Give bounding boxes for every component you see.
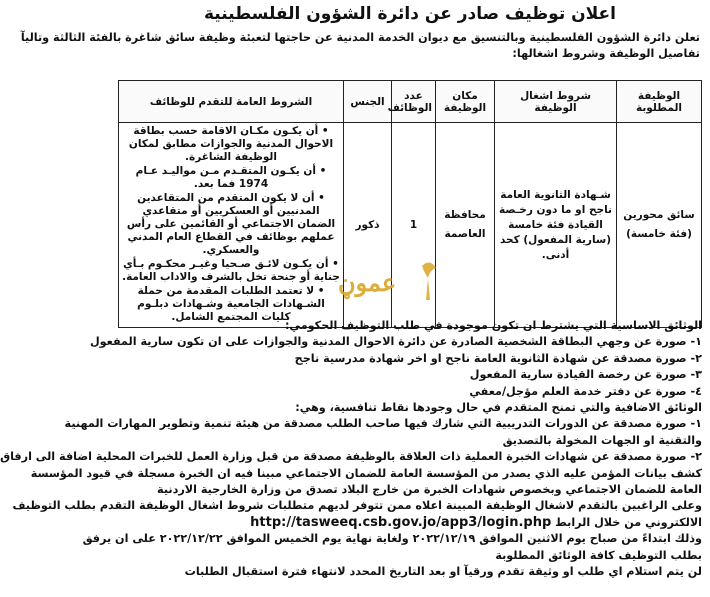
cell-requirements: شـهادة الثانوية العامة ناجح او ما دون رخـصة القيادة فئة خامسة (سارية المفعول) كحد أدنى. (495, 123, 617, 328)
cell-location: محافظة العاصمة (436, 123, 495, 328)
cell-gender: ذكور (344, 123, 392, 328)
body-line: الوثائق الاضافية والتي تمنح المتقدم في حال وجودها نقاط تنافسية، وهي: (295, 401, 702, 415)
condition-item: • أن يكـون مكـان الاقامة حسب بطاقة الاحوال المدنية والجوازات مطابق لمكان الوظيفة الشاغرة. (128, 125, 334, 163)
condition-item: • أن يكـون لائـق صـحيا وغيـر محكـوم بـأي جناية أو جنحة تخل بالشرف والاداب العامة. (122, 258, 340, 283)
condition-item: • أن لا يكون المتقدم من المتقاعدين المدنيين أو العسكريين أو متقاعدي الضمان الاجتماعي أو القائمين على رأس عملهم بوظائف في القطاع العام المدني والعسكري. (126, 192, 336, 256)
body-line: ١- صورة عن وجهي البطاقة الشخصية الصادرة عن دائرة الاحوال المدنية والجوازات على ان تكون سارية المفعول (89, 335, 702, 349)
link-label: الالكتروني من خلال الرابط (555, 515, 702, 529)
cell-job: سائق محورين (فئة خامسة) (617, 123, 702, 328)
body-line: وعلى الراغبين بالتقدم لاشغال الوظيفة المبينة اعلاه ممن تتوفر لديهم متطلبات شروط اشغال الوظيفة التقدم بطلب التوظيف (12, 499, 702, 513)
condition-item: • لا تعتمد الطلبات المقدمة من حملة الشـهادات الجامعية وشـهادات دبلـوم كليات المجتمع الشامل. (137, 285, 325, 323)
header-job: الوظيفة المطلوبة (617, 81, 702, 123)
body-line: ٣- صورة عن رخصة القيادة سارية المفعول (469, 368, 702, 382)
intro-line: تفاصيل الوظيفة وشروط اشغالها: (512, 47, 700, 60)
announcement-title: اعلان توظيف صادر عن دائرة الشؤون الفلسطينية (203, 4, 616, 24)
application-link[interactable]: http://tasweeq.csb.gov.jo/app3/login.php (250, 514, 552, 530)
header-requirements: شروط اشغال الوظيفة (495, 81, 617, 123)
body-line (116, 515, 702, 531)
body-line: وذلك ابتداءً من صباح يوم الاثنين الموافق ٢٠٢٢/١٢/١٩ ولغاية نهاية يوم الخميس الموافق ٢٠٢٢/١٢/٢٢ على ان يرفق (82, 532, 702, 546)
body-line: العامة للضمان الاجتماعي وبخصوص شهادات الخبرة من خارج البلاد تصدق من وزارة الخارجية الاردنية (157, 483, 702, 497)
intro-paragraph (20, 30, 700, 62)
header-location: مكان الوظيفة (436, 81, 495, 123)
body-line: ١- صورة مصدقة عن الدورات التدريبية التي شارك فيها صاحب الطلب مصدقة من هيئة تنمية وتطوير المهارات المهنية (64, 417, 702, 431)
body-line: ٢- صورة مصدقة عن شهادات الخبرة العملية ذات العلاقة بالوظيفة مصدقة من قبل وزارة العمل للخبرات المحلية اضافة الى ارفاق (0, 450, 702, 464)
header-count: عدد الوظائف (392, 81, 436, 123)
documents-section (0, 318, 702, 581)
body-line: الوثائق الاساسية التي يشترط ان تكون موجودة في طلب التوظيف الحكومي: (284, 319, 702, 332)
body-line: لن يتم استلام اي طلب او وثيقة تقدم ورقيآ او بعد التاريخ المحدد لانتهاء فترة استقبال الطلبات (184, 565, 702, 579)
header-conditions: الشروط العامة للتقدم للوظائف (119, 81, 344, 123)
body-line: كشف بيانات المؤمن عليه الذي يصدر من المؤسسة العامة للضمان الاجتماعي مبينا فيه ان الخبرة مسجلة في قيود المؤسسة (30, 466, 702, 480)
condition-item: • أن يكـون المتقـدم مـن مواليـد عـام 1974 فما بعد. (135, 165, 327, 190)
body-line: والتقنية او الجهات المخولة بالتصديق (502, 433, 702, 447)
table-header-row (119, 81, 702, 123)
cell-count: 1 (392, 123, 436, 328)
body-line: بطلب التوظيف كافة الوثائق المطلوبة (495, 548, 702, 562)
body-line: ٢- صورة مصدقة عن شهادة الثانوية العامة ناجح او اخر شهادة مدرسية ناجح (294, 351, 702, 365)
cell-conditions (119, 123, 344, 328)
body-line: ٤- صورة عن دفتر خدمة العلم مؤجل/معفي (469, 384, 702, 398)
watermark-text: عموڼ (338, 268, 397, 297)
intro-line: تعلن دائرة الشؤون الفلسطينية وبالتنسيق مع ديوان الخدمة المدنية عن حاجتها لتعبئة وظيفة سائق شاغرة بالفئة الثالثة وتاليآ (20, 31, 700, 44)
header-gender: الجنس (344, 81, 392, 123)
